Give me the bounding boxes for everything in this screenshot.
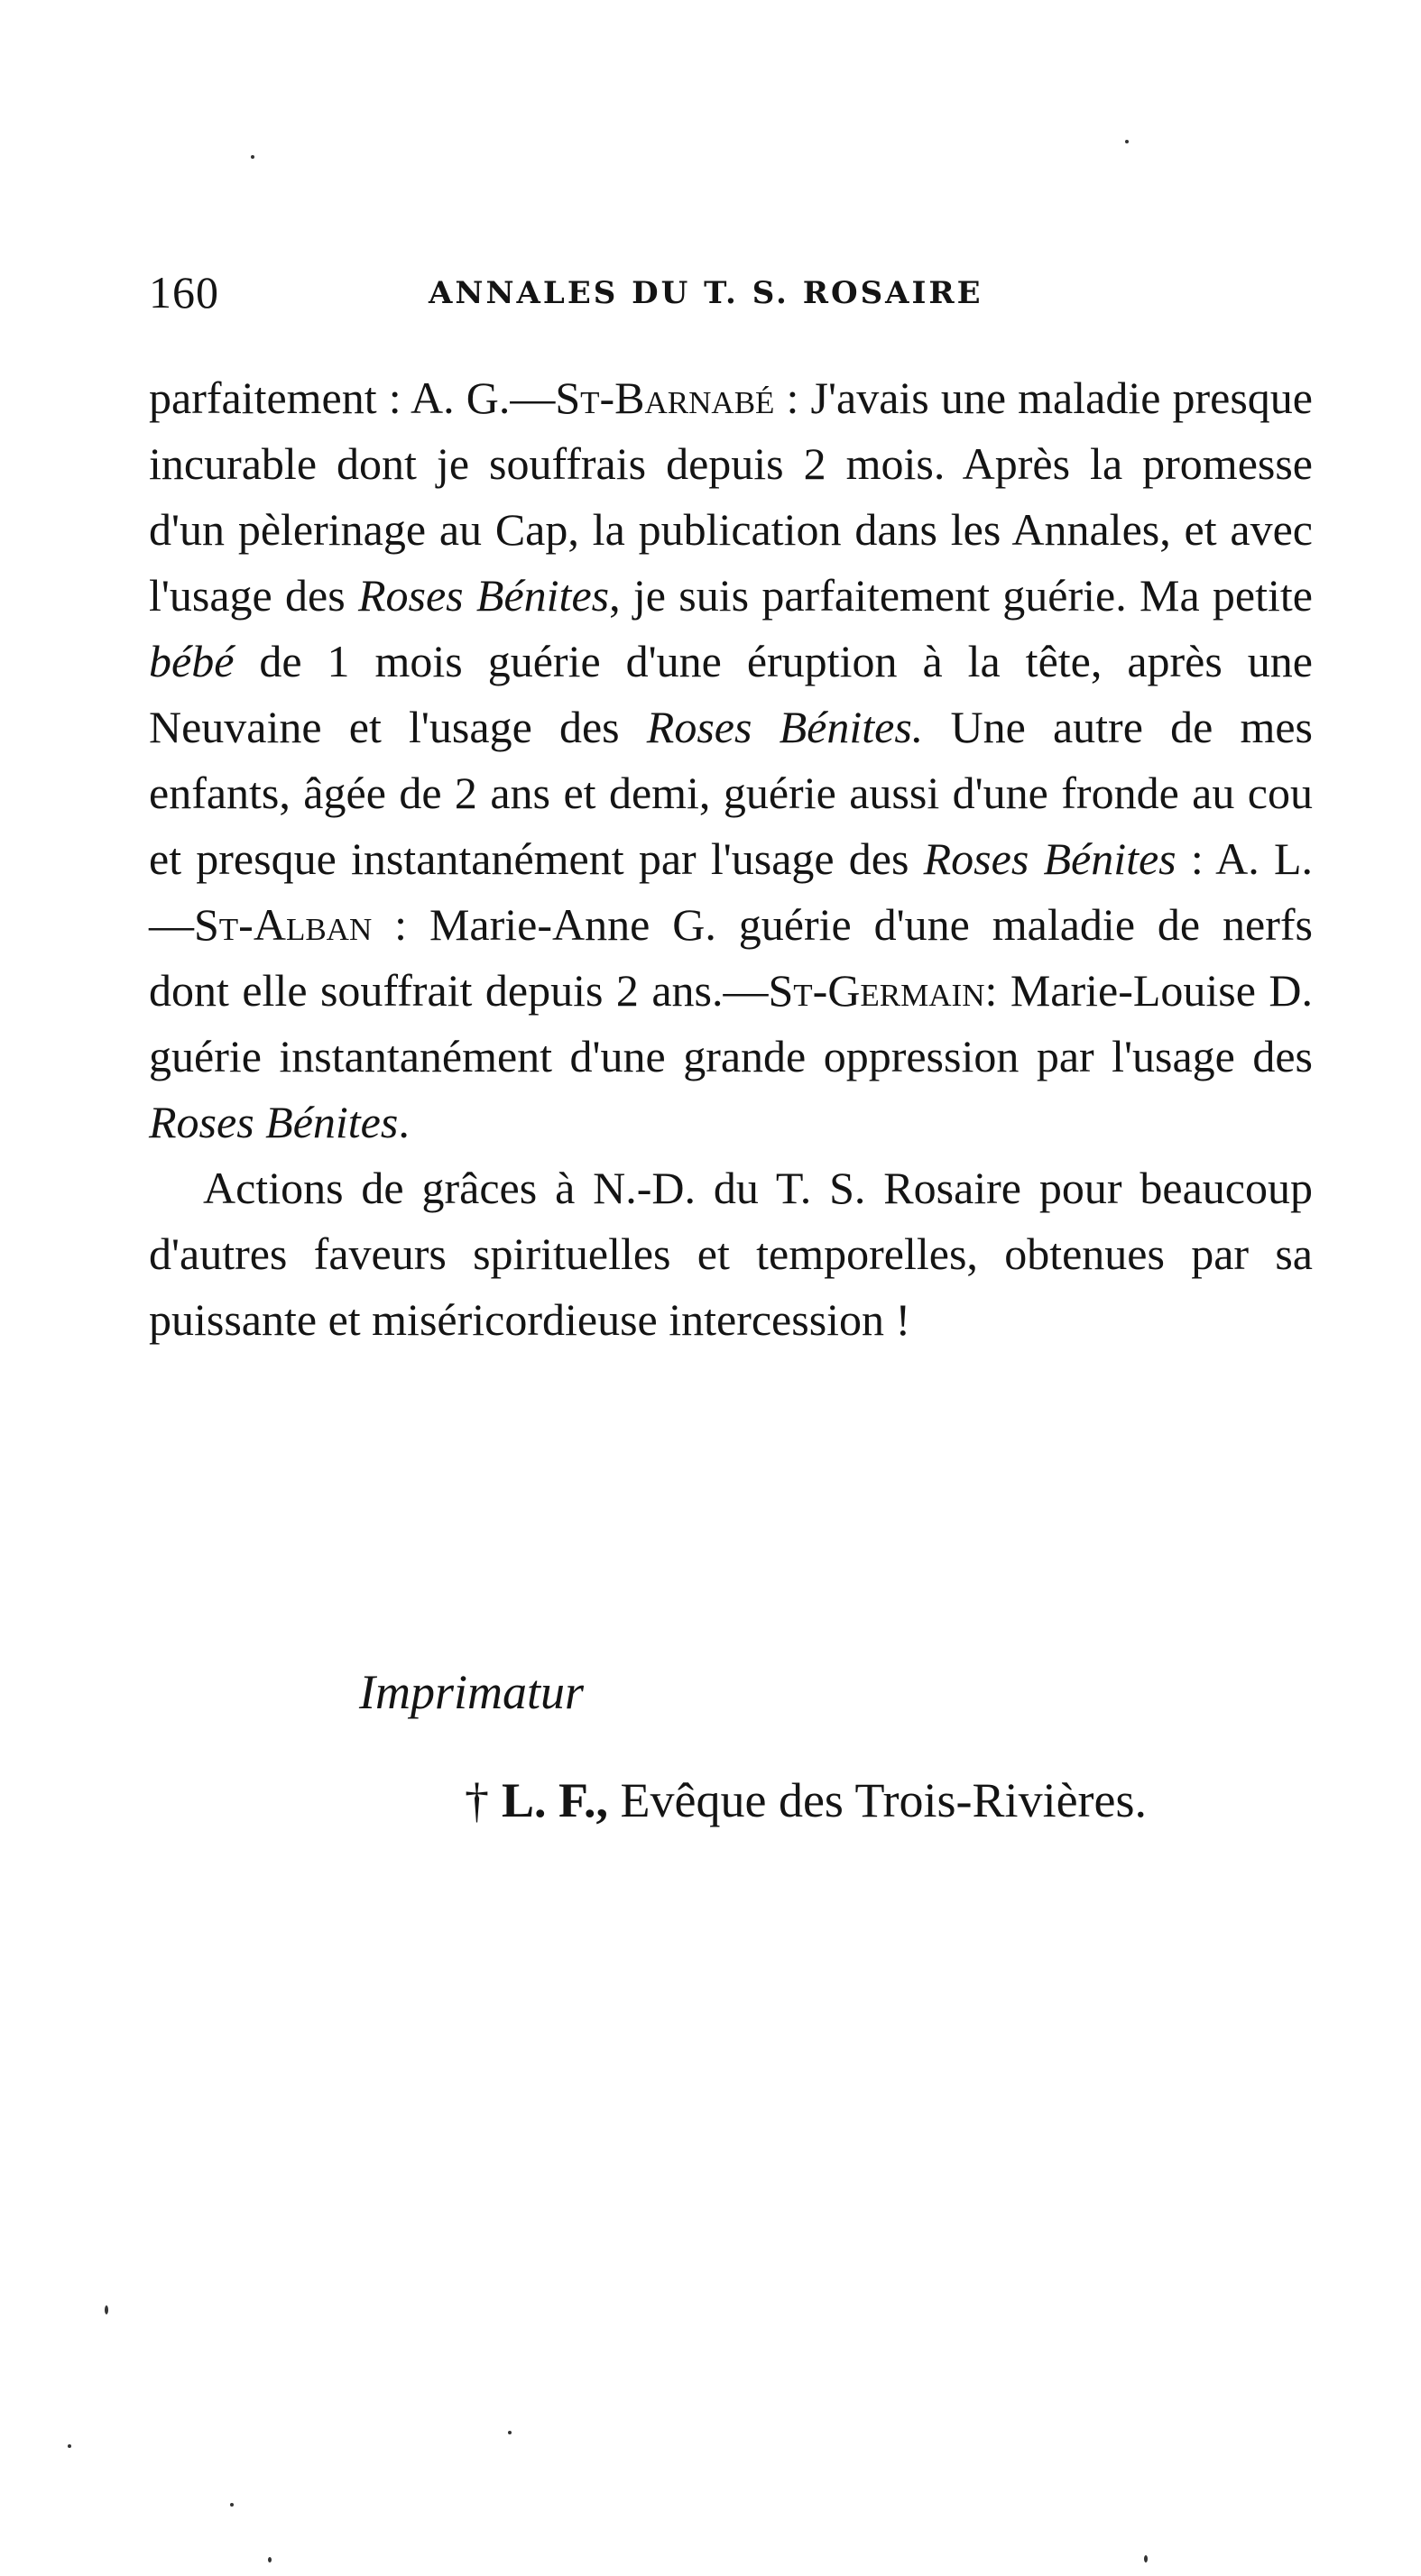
italic-term: Roses Bénites. bbox=[646, 702, 924, 752]
scan-speck bbox=[268, 2557, 272, 2562]
page-header bbox=[149, 266, 1340, 320]
text-segment: : A. L.— bbox=[149, 833, 1313, 950]
running-head: ANNALES DU T. S. ROSAIRE bbox=[429, 275, 983, 311]
signature-initials: L. F., bbox=[502, 1773, 609, 1827]
text-segment: : Marie-Louise D. guérie instantanément d'une grande oppression par l'usage des bbox=[149, 965, 1314, 1081]
cross-icon: † bbox=[465, 1773, 489, 1827]
text-segment: parfaitement : A. G.— bbox=[149, 373, 556, 423]
text-segment: : J'avais une maladie presque incurable dont je souffrais depuis 2 mois. Après la promesse d'un pèlerinage au Cap, la publication dans les Annales, et avec l'usage des bbox=[149, 373, 1313, 621]
scan-speck bbox=[251, 155, 254, 159]
paragraph-testimonies bbox=[149, 365, 1313, 1155]
body-text bbox=[149, 365, 1313, 1353]
text-segment: Une autre de mes enfants, âgée de 2 ans et demi, guérie aussi d'une fronde au cou et presque instantanément par l'usage des bbox=[149, 702, 1314, 884]
scan-speck bbox=[1144, 2555, 1148, 2562]
paragraph-thanks: Actions de grâces à N.-D. du T. S. Rosaire pour beaucoup d'autres faveurs spirituelles et temporelles, obtenues par sa puissante et miséricordieuse intercession ! bbox=[149, 1163, 1313, 1345]
scan-speck bbox=[1125, 140, 1129, 143]
scan-speck bbox=[230, 2503, 234, 2507]
imprimatur-heading: Imprimatur bbox=[359, 1665, 585, 1719]
signature-title: Evêque des Trois-Rivières. bbox=[620, 1773, 1147, 1827]
text-segment: . bbox=[398, 1097, 410, 1147]
page-number: 160 bbox=[149, 267, 219, 317]
scan-speck bbox=[105, 2305, 108, 2314]
scan-speck bbox=[508, 2431, 512, 2434]
text-segment: de 1 mois guérie d'une éruption à la tête, après une Neuvaine et l'usage des bbox=[149, 636, 1313, 752]
italic-term: Roses Bénites bbox=[149, 1097, 399, 1147]
italic-term: bébé bbox=[149, 636, 235, 686]
place-name: St-Barnabé bbox=[555, 373, 775, 423]
text-segment: : Marie-Anne G. guérie d'une maladie de nerfs dont elle souffrait depuis 2 ans.— bbox=[149, 899, 1313, 1016]
text-segment: , je suis parfaitement guérie. Ma petite bbox=[609, 570, 1313, 621]
scan-speck bbox=[68, 2444, 71, 2448]
place-name: St-Alban bbox=[194, 899, 373, 950]
italic-term: Roses Bénites bbox=[357, 570, 610, 621]
italic-term: Roses Bénites bbox=[923, 833, 1176, 884]
place-name: St-Germain bbox=[768, 965, 985, 1016]
bishop-signature bbox=[465, 1772, 1147, 1828]
